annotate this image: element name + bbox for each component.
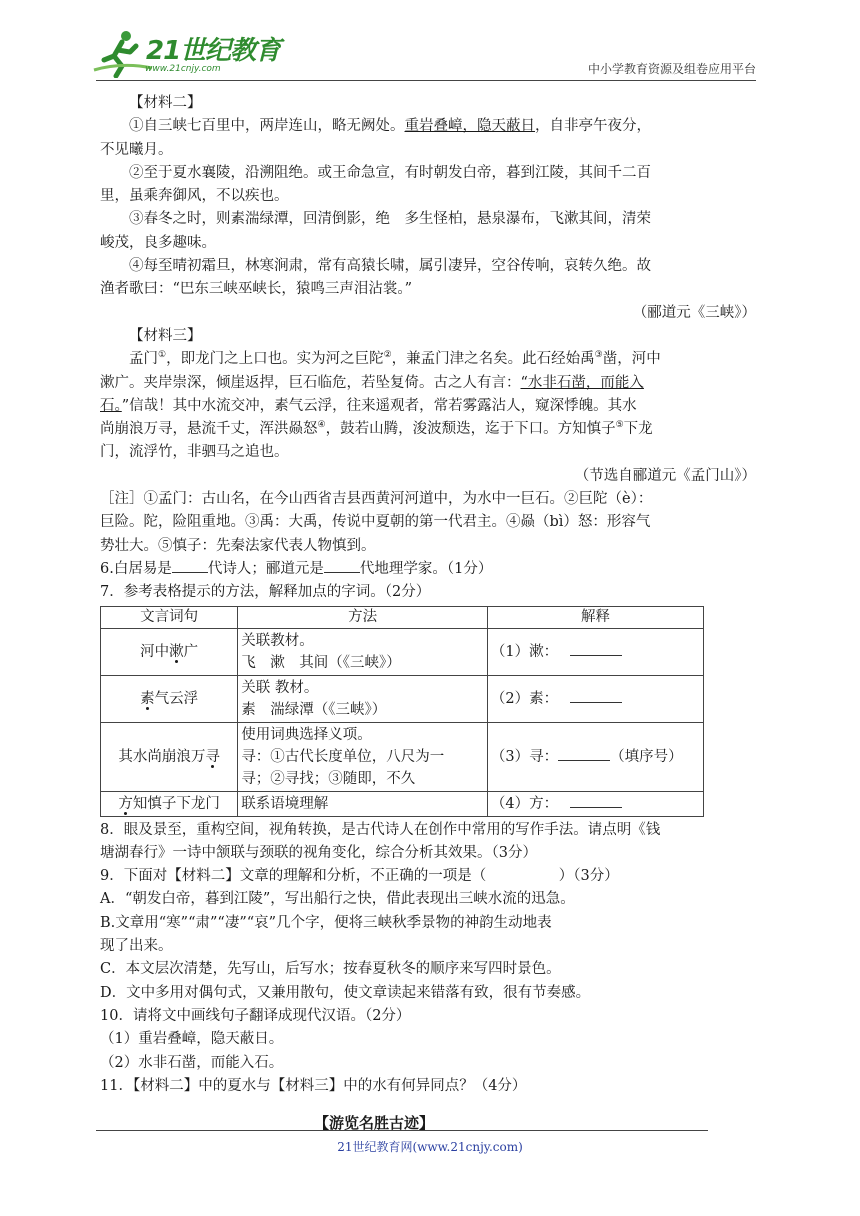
logo-url: www.21cnjy.com: [145, 64, 221, 74]
material2-p1: ①自三峡七百里中，两岸连山，略无阙处。重岩叠嶂，隐天蔽日，自非亭午夜分，: [129, 118, 651, 135]
option-b: B.文章用“寒”“肃”“凄”“哀”几个字，便将三峡秋季景物的神韵生动地表: [100, 914, 552, 931]
table-row: 其水尚崩浪万寻 使用词典选择义项。 寻：①古代长度单位，八尺为一 寻；②寻找；③随即，不久 （3）寻： （填序号）: [101, 722, 704, 791]
material3-source: （节选自郦道元《孟门山》）: [574, 467, 756, 484]
table-header: 方法: [238, 606, 488, 628]
option-d: D．文中多用对偶句式，又兼用散句，使文章读起来错落有致，很有节奏感。: [100, 984, 591, 1001]
page-header: [0, 0, 860, 82]
section-title: 【游览名胜古迹】: [314, 1114, 435, 1132]
platform-name: 中小学教育资源及组卷应用平台: [587, 62, 756, 76]
table-row: 方知慎子下龙门 联系语境理解 （4）方：: [101, 791, 704, 816]
question-6: 6.白居易是 代诗人；郦道元是 代地理学家。（1分）: [100, 558, 760, 581]
document-body: 【材料二】 ①自三峡七百里中，两岸连山，略无阙处。重岩叠嶂，隐天蔽日，自非亭午夜分， 不见曦月。 ②至于夏水襄陵，沿溯阻绝。或王命急宣，有时朝发白帝，暮到江陵，其间千二百 里，虽乘奔御风，不以疾也。 ③春冬之时，则素湍绿潭，回清倒影，绝 多生怪柏，悬泉瀑布，飞漱其间，清荣 峻茂，良多趣味。 ④每至晴初霜旦，林寒涧肃，常有高猿长啸，属引凄异，空谷传响，哀转久绝。故 渔者歌曰：“巴东三峡巫峡长，猿鸣三声泪沾裳。” （郦道元《三峡》） 【材料三】 孟门①，即龙门之上口也。实为河之巨陀②，兼孟门津之名矣。此石经始禹③凿，河中 漱广。夹岸崇深，倾崖返捍，巨石临危，若坠复倚。古之人有言：“水非石凿，而能入 石。”信哉！其中水流交冲，素气云浮，往来遥观者，常若雾露沾人，窥深悸魄。其水 尚崩浪万寻，悬流千丈，浑洪赑怒④，鼓若山腾，浚波颓迭，迄于下口。方知慎子⑤下龙 门，流浮竹，非驷马之追也。 （节选自郦道元《孟门山》） ［注］①孟门：古山名，在今山西省吉县西黄河河道中，为水中一巨石。②巨陀（è）： 巨险。陀，险阻重地。③禹：大禹，传说中夏朝的第一代君主。④赑（bì）怒：形容气 势壮大。⑤慎子：先秦法家代表人物慎到。 6.白居易是 代诗人；郦道元是 代地理学家。（1分） 7．参考表格提示的方法，解释加点的字词。（2分） 文言词句 方法 解释 河中漱广 关联教材。 飞 漱 其间（《三峡》） （1）漱： 素气云浮 关联 教材。 素 湍绿潭（《三峡》） （2）素： 其水尚崩浪万寻 使用词典选择义项。 寻：①古代长度单位，八尺为一 寻；②寻找；③随即，不久 （3）寻： （填序号） 方知慎子下龙门 联系语境理解 （4）方： 8．眼及景至，重构空间，视角转换，是古代诗人在创作中常用的写作手法。请点明《钱 塘湖春行》一诗中颔联与颈联的视角变化，综合分析其效果。（3分） 9．下面对【材料二】文章的理解和分析，不正确的一项是（ ）（3分） A．“朝发白帝，暮到江陵”，写出船行之快，借此表现出三峡水流的迅急。 B.文章用“寒”“肃”“凄”“哀”几个字，便将三峡秋季景物的神韵生动地表 现了出来。 C．本文层次清楚，先写山，后写水；按春夏秋冬的顺序来写四时景色。 D．文中多用对偶句式，又兼用散句，使文章读起来错落有致，很有节奏感。 10．请将文中画线句子翻译成现代汉语。（2分） （1）重岩叠嶂，隐天蔽日。 （2）水非石凿，而能入石。 11．【材料二】中的夏水与【材料三】中的水有何异同点？（4分）: [100, 92, 760, 1098]
underlined-sentence-2b: 石。: [100, 397, 122, 414]
sentence-1: （1）重岩叠嶂，隐天蔽日。: [100, 1031, 284, 1048]
sentence-2: （2）水非石凿，而能入石。: [100, 1054, 284, 1071]
footer-divider: [96, 1130, 708, 1131]
logo-text: 21世纪教育: [146, 36, 281, 66]
answer-blank[interactable]: [558, 746, 610, 761]
header-divider: [96, 80, 756, 81]
table-row: 素气云浮 关联 教材。 素 湍绿潭（《三峡》） （2）素：: [101, 675, 704, 722]
material2-source: （郦道元《三峡》）: [632, 304, 756, 321]
table-header-row: [101, 606, 704, 628]
question-10: 10．请将文中画线句子翻译成现代汉语。（2分）: [100, 1007, 411, 1024]
underlined-sentence-1: 重岩叠嶂，隐天蔽日: [404, 118, 535, 135]
table-header: 文言词句: [101, 606, 238, 628]
material2-p4: ④每至晴初霜旦，林寒涧肃，常有高猿长啸，属引凄异，空谷传响，哀转久绝。故: [129, 258, 651, 275]
table-header: 解释: [487, 606, 703, 628]
material2-p3: ③春冬之时，则素湍绿潭，回清倒影，绝 多生怪柏，悬泉瀑布，飞漱其间，清荣: [129, 211, 651, 228]
answer-blank[interactable]: [570, 793, 622, 808]
question-7: 7．参考表格提示的方法，解释加点的字词。（2分）: [100, 584, 431, 601]
answer-blank[interactable]: [570, 688, 622, 703]
material2-p2: ②至于夏水襄陵，沿溯阻绝。或王命急宣，有时朝发白帝，暮到江陵，其间千二百: [129, 164, 651, 181]
material3-title: 【材料三】: [129, 327, 202, 344]
answer-blank[interactable]: [172, 558, 208, 573]
question-11: 11．【材料二】中的夏水与【材料三】中的水有何异同点？（4分）: [100, 1077, 527, 1094]
underlined-sentence-2a: “水非石凿，而能入: [520, 374, 644, 391]
option-c: C．本文层次清楚，先写山，后写水；按春夏秋冬的顺序来写四时景色。: [100, 961, 561, 978]
question-8: 8．眼及景至，重构空间，视角转换，是古代诗人在创作中常用的写作手法。请点明《钱: [100, 821, 661, 838]
material2-title: 【材料二】: [129, 95, 202, 111]
table-row: 河中漱广 关联教材。 飞 漱 其间（《三峡》） （1）漱：: [101, 628, 704, 675]
material3-note: ［注］①孟门：古山名，在今山西省吉县西黄河河道中，为水中一巨石。②巨陀（è）：: [100, 491, 653, 508]
footer-text: 21世纪教育网(www.21cnjy.com): [337, 1140, 523, 1154]
material3-line1: 孟门①，即龙门之上口也。实为河之巨陀②，兼孟门津之名矣。此石经始禹③凿，河中: [129, 350, 661, 368]
answer-blank[interactable]: [570, 641, 622, 656]
option-a: A．“朝发白帝，暮到江陵”，写出船行之快，借此表现出三峡水流的迅急。: [100, 891, 575, 908]
vocab-table: [100, 606, 704, 817]
question-9: 9．下面对【材料二】文章的理解和分析，不正确的一项是（ ）（3分）: [100, 868, 619, 885]
answer-blank[interactable]: [324, 558, 360, 573]
